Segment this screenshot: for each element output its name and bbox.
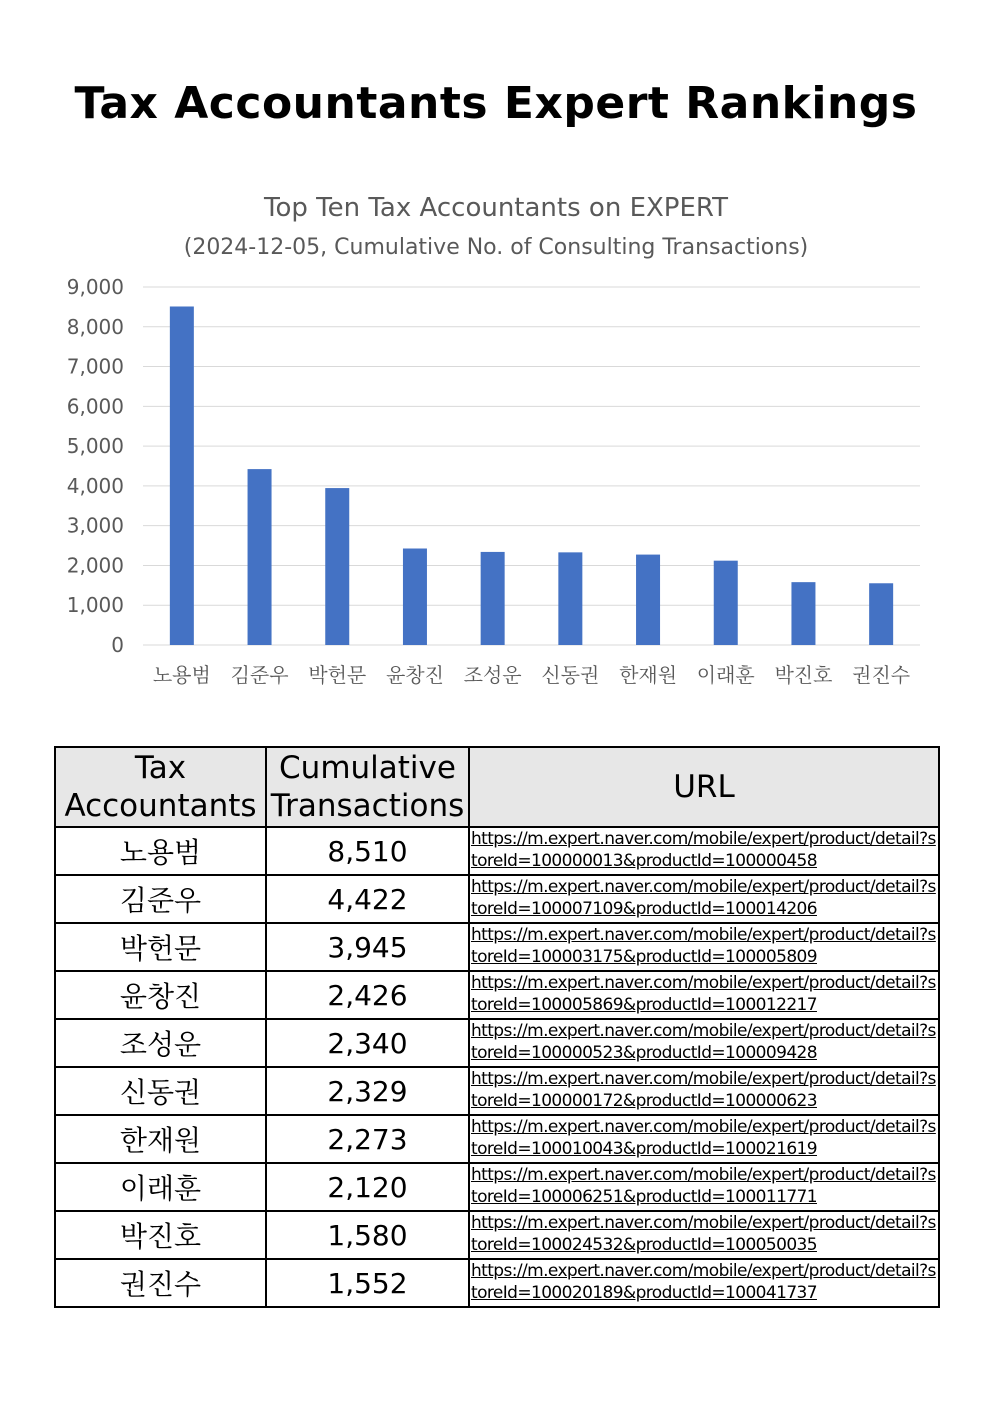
accountant-name-cell: 박헌문 — [55, 923, 266, 971]
url-cell — [469, 1067, 939, 1115]
y-tick-label: 9,000 — [66, 275, 124, 299]
profile-url-link[interactable]: https://m.expert.naver.com/mobile/expert/product/detail?storeId=100000013&productId=100000458 — [471, 829, 936, 871]
bar-chart — [0, 180, 992, 710]
transaction-count-cell: 2,273 — [266, 1115, 469, 1163]
rankings-table — [54, 746, 940, 1308]
chart-subtitle: (2024-12-05, Cumulative No. of Consulting Transactions) — [183, 235, 809, 260]
bar — [403, 548, 427, 645]
table-row — [55, 1115, 939, 1163]
header-cumulative-transactions: Cumulative Transactions — [266, 747, 469, 827]
profile-url-link[interactable]: https://m.expert.naver.com/mobile/expert/product/detail?storeId=100005869&productId=100012217 — [471, 973, 936, 1015]
x-tick-label: 권진수 — [852, 663, 911, 687]
accountant-name-cell: 윤창진 — [55, 971, 266, 1019]
bar — [791, 582, 815, 645]
y-tick-label: 3,000 — [66, 513, 124, 538]
url-cell — [469, 875, 939, 923]
accountant-name-cell: 조성운 — [55, 1019, 266, 1067]
bar — [481, 552, 505, 645]
accountant-name-cell: 노용범 — [55, 827, 266, 875]
url-cell — [469, 923, 939, 971]
bar — [325, 488, 349, 645]
y-tick-label: 5,000 — [66, 434, 124, 459]
profile-url-link[interactable]: https://m.expert.naver.com/mobile/expert/product/detail?storeId=100024532&productId=100050035 — [471, 1213, 936, 1255]
table-row — [55, 827, 939, 875]
profile-url-link[interactable]: https://m.expert.naver.com/mobile/expert/product/detail?storeId=100010043&productId=100021619 — [471, 1117, 936, 1159]
url-cell — [469, 1259, 939, 1307]
y-tick-label: 8,000 — [66, 314, 124, 339]
table-row — [55, 1163, 939, 1211]
header-tax-accountants: Tax Accountants — [55, 747, 266, 827]
table-row — [55, 875, 939, 923]
transaction-count-cell: 2,340 — [266, 1019, 469, 1067]
transaction-count-cell: 1,580 — [266, 1211, 469, 1259]
x-tick-label: 이래훈 — [696, 663, 755, 687]
url-cell — [469, 1163, 939, 1211]
profile-url-link[interactable]: https://m.expert.naver.com/mobile/expert/product/detail?storeId=100003175&productId=100005809 — [471, 925, 936, 967]
table-row — [55, 1067, 939, 1115]
transaction-count-cell: 1,552 — [266, 1259, 469, 1307]
transaction-count-cell: 4,422 — [266, 875, 469, 923]
url-cell — [469, 827, 939, 875]
y-tick-label: 4,000 — [66, 473, 124, 498]
bar — [714, 561, 738, 645]
url-cell — [469, 971, 939, 1019]
transaction-count-cell: 3,945 — [266, 923, 469, 971]
accountant-name-cell: 이래훈 — [55, 1163, 266, 1211]
y-tick-label: 2,000 — [66, 553, 124, 578]
table-row — [55, 923, 939, 971]
y-tick-label: 7,000 — [66, 354, 124, 379]
x-tick-label: 윤창진 — [385, 663, 444, 687]
x-tick-label: 박헌문 — [308, 663, 367, 687]
bar — [248, 469, 272, 645]
profile-url-link[interactable]: https://m.expert.naver.com/mobile/expert/product/detail?storeId=100020189&productId=100041737 — [471, 1261, 936, 1303]
bar — [869, 583, 893, 645]
accountant-name-cell: 신동권 — [55, 1067, 266, 1115]
x-tick-label: 신동권 — [541, 663, 600, 687]
x-tick-label: 박진호 — [774, 663, 833, 687]
table-body — [55, 827, 939, 1307]
accountant-name-cell: 한재원 — [55, 1115, 266, 1163]
url-cell — [469, 1211, 939, 1259]
x-tick-label: 노용범 — [152, 663, 211, 687]
x-tick-label: 한재원 — [619, 663, 678, 687]
table-header-row — [55, 747, 939, 827]
x-tick-label: 김준우 — [230, 663, 289, 687]
profile-url-link[interactable]: https://m.expert.naver.com/mobile/expert/product/detail?storeId=100000172&productId=100000623 — [471, 1069, 936, 1111]
transaction-count-cell: 2,120 — [266, 1163, 469, 1211]
table-row — [55, 1211, 939, 1259]
bar — [170, 306, 194, 645]
y-tick-label: 0 — [111, 633, 124, 657]
bar — [636, 555, 660, 645]
profile-url-link[interactable]: https://m.expert.naver.com/mobile/expert/product/detail?storeId=100000523&productId=100009428 — [471, 1021, 936, 1063]
chart-title: Top Ten Tax Accountants on EXPERT — [264, 193, 728, 223]
url-cell — [469, 1019, 939, 1067]
header-url: URL — [469, 747, 939, 827]
bar — [558, 552, 582, 645]
transaction-count-cell: 2,426 — [266, 971, 469, 1019]
profile-url-link[interactable]: https://m.expert.naver.com/mobile/expert/product/detail?storeId=100006251&productId=100011771 — [471, 1165, 936, 1207]
url-cell — [469, 1115, 939, 1163]
table-row — [55, 1259, 939, 1307]
y-tick-label: 6,000 — [66, 394, 124, 419]
table-row — [55, 1019, 939, 1067]
y-tick-label: 1,000 — [66, 593, 124, 618]
x-tick-label: 조성운 — [463, 663, 522, 687]
page-title: Tax Accountants Expert Rankings — [74, 78, 918, 129]
accountant-name-cell: 김준우 — [55, 875, 266, 923]
transaction-count-cell: 8,510 — [266, 827, 469, 875]
transaction-count-cell: 2,329 — [266, 1067, 469, 1115]
accountant-name-cell: 박진호 — [55, 1211, 266, 1259]
accountant-name-cell: 권진수 — [55, 1259, 266, 1307]
table-row — [55, 971, 939, 1019]
profile-url-link[interactable]: https://m.expert.naver.com/mobile/expert/product/detail?storeId=100007109&productId=100014206 — [471, 877, 936, 919]
